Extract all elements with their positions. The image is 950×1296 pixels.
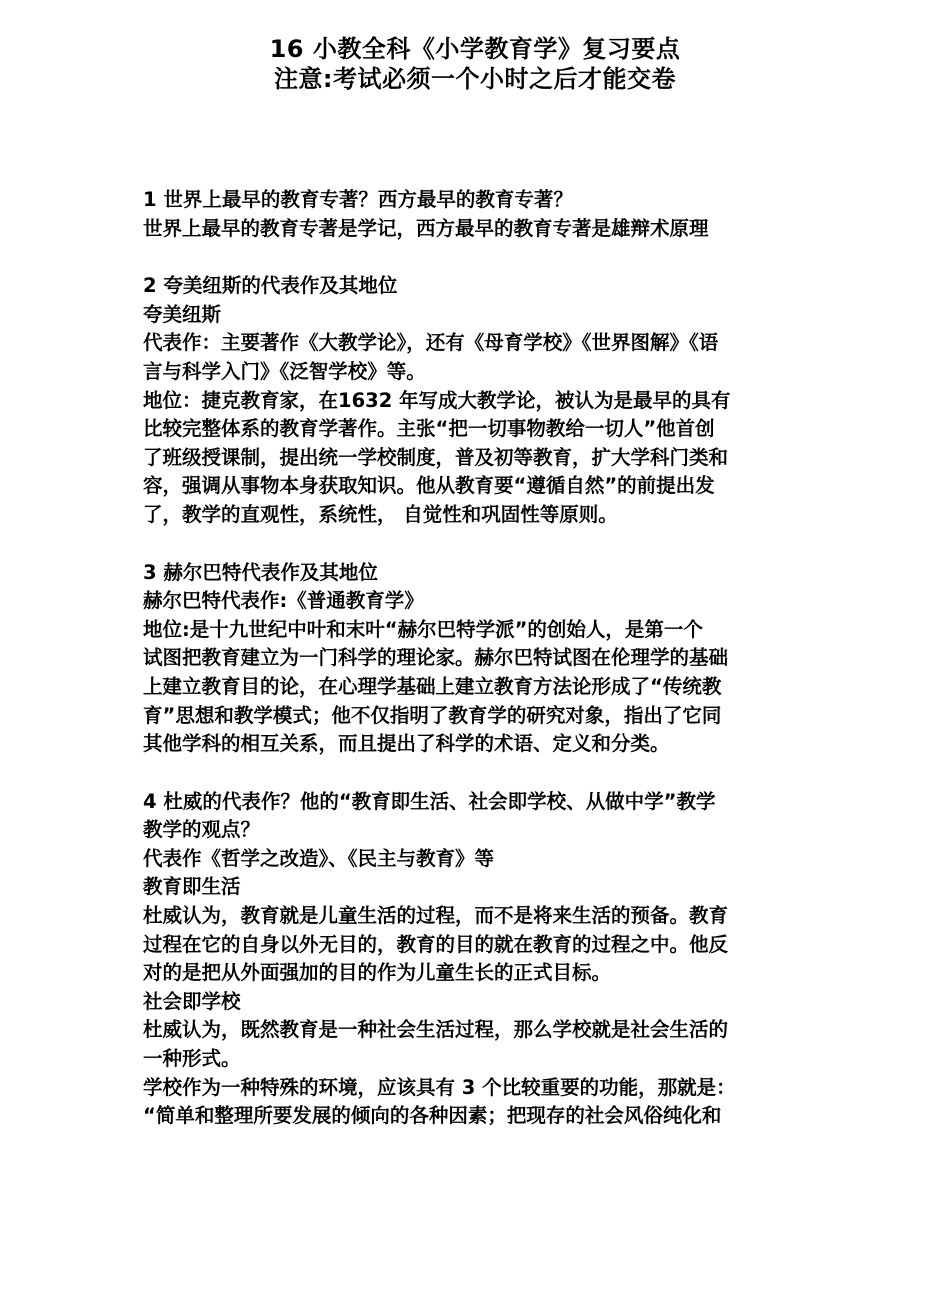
answer-line: 代表作《哲学之改造》、《民主与教育》等	[143, 846, 495, 870]
answer-line: 赫尔巴特代表作:《普通教育学》	[143, 589, 424, 613]
answer-line: 育”思想和教学模式；他不仅指明了教育学的研究对象，指出了它同	[143, 703, 722, 727]
question-heading: 3 赫尔巴特代表作及其地位	[143, 560, 378, 584]
section-4	[143, 788, 823, 1131]
answer-line: 了，教学的直观性，系统性， 自觉性和巩固性等原则。	[143, 502, 618, 526]
answer-line: 地位:是十九世纪中叶和末叶“赫尔巴特学派”的创始人，是第一个	[143, 617, 703, 641]
section-spacer	[143, 530, 823, 559]
answer-line: 世界上最早的教育专著是学记，西方最早的教育专著是雄辩术原理	[143, 216, 709, 240]
answer-line: 上建立教育目的论，在心理学基础上建立教育方法论形成了“传统教	[143, 674, 722, 698]
question-heading: 教学的观点？	[143, 818, 261, 842]
section-spacer	[143, 243, 823, 272]
question-heading: 1 世界上最早的教育专著？西方最早的教育专著？	[143, 188, 573, 211]
answer-line: 夸美纽斯	[143, 302, 222, 326]
answer-line: 言与科学入门》《泛智学校》等。	[143, 359, 426, 383]
document-body	[143, 186, 823, 1131]
question-heading: 2 夸美纽斯的代表作及其地位	[143, 274, 398, 298]
document-header	[0, 34, 950, 94]
subheading: 教育即生活	[143, 875, 241, 899]
answer-line: 了班级授课制，提出统一学校制度，普及初等教育，扩大学科门类和	[143, 445, 729, 469]
answer-line: 容，强调从事物本身获取知识。他从教育要“遵循自然”的前提出发	[143, 474, 715, 498]
answer-line: 地位：捷克教育家，在1632 年写成大教学论，被认为是最早的具有	[143, 388, 731, 412]
answer-line: 其他学科的相互关系，而且提出了科学的术语、定义和分类。	[143, 732, 670, 756]
section-3	[143, 559, 823, 759]
answer-line: 学校作为一种特殊的环境，应该具有 3 个比较重要的功能，那就是：	[143, 1075, 736, 1099]
section-spacer	[143, 759, 823, 788]
answer-line: 比较完整体系的教育学著作。主张“把一切事物教给一切人”他首创	[143, 417, 715, 441]
answer-line: “简单和整理所要发展的倾向的各种因素；把现存的社会风俗纯化和	[143, 1104, 722, 1128]
answer-line: 杜威认为，教育就是儿童生活的过程，而不是将来生活的预备。教育	[143, 904, 729, 928]
answer-line: 一种形式。	[143, 1047, 241, 1071]
section-2	[143, 272, 823, 529]
subheading: 社会即学校	[143, 989, 241, 1013]
answer-line: 试图把教育建立为一门科学的理论家。赫尔巴特试图在伦理学的基础	[143, 646, 729, 670]
answer-line: 杜威认为，既然教育是一种社会生活过程，那么学校就是社会生活的	[143, 1018, 729, 1042]
answer-line: 代表作：主要著作《大教学论》，还有《母育学校》《世界图解》《语	[143, 331, 719, 355]
answer-line: 对的是把从外面强加的目的作为儿童生长的正式目标。	[143, 961, 612, 985]
question-heading: 4 杜威的代表作？他的“教育即生活、社会即学校、从做中学”教学	[143, 789, 716, 813]
section-1	[143, 186, 823, 243]
document-title: 16 小教全科《小学教育学》复习要点	[269, 35, 681, 63]
answer-line: 过程在它的自身以外无目的，教育的目的就在教育的过程之中。他反	[143, 932, 729, 956]
document-subtitle: 注意:考试必须一个小时之后才能交卷	[273, 65, 677, 93]
